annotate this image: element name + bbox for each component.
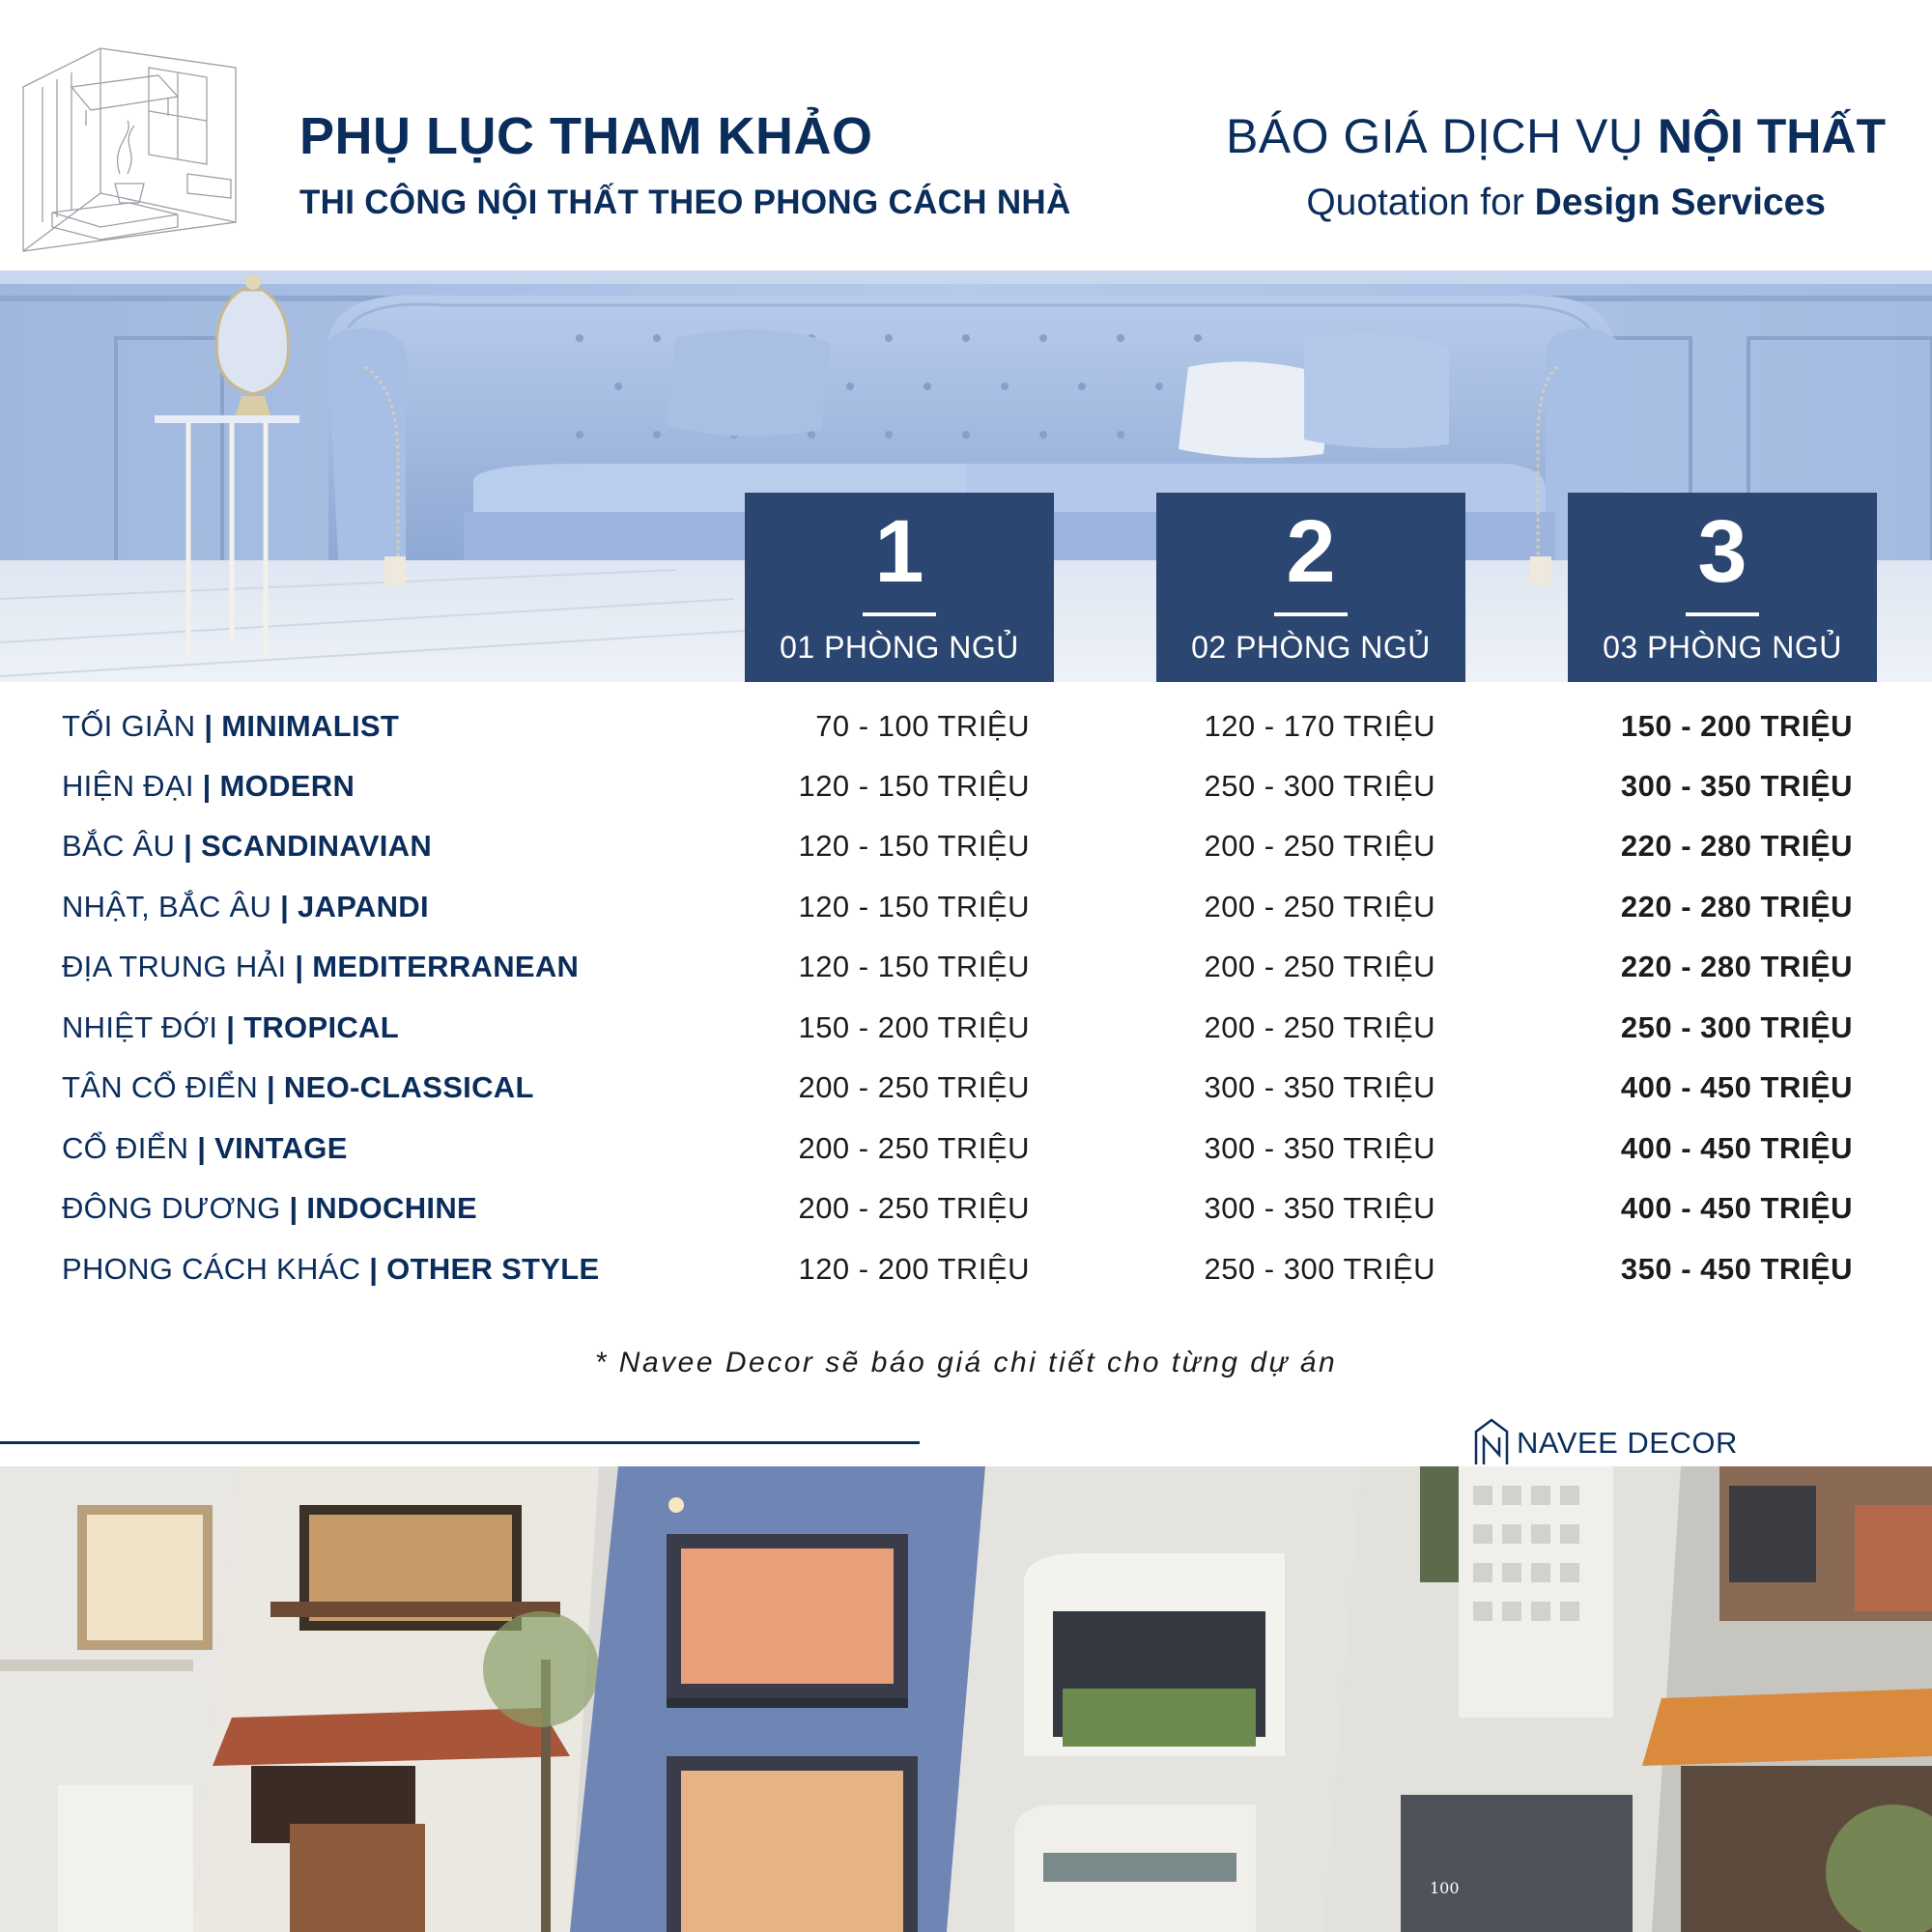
price-1-bedroom: 120 - 150 TRIỆU [798,769,1030,803]
style-name [62,1010,399,1045]
price-2-bedroom: 200 - 250 TRIỆU [1204,1010,1435,1044]
price-1-bedroom: 150 - 200 TRIỆU [798,1010,1030,1044]
style-name-en: | JAPANDI [280,890,429,923]
style-name-vn: NHIỆT ĐỚI [62,1010,227,1044]
header [0,0,1932,270]
column-label: 01 PHÒNG NGỦ [780,630,1019,665]
style-name-en: | VINTAGE [197,1131,348,1165]
style-name-vn: ĐÔNG DƯƠNG [62,1191,290,1225]
price-3-bedroom: 220 - 280 TRIỆU [1620,829,1853,863]
price-3-bedroom: 220 - 280 TRIỆU [1620,950,1853,983]
style-name [62,709,399,744]
style-name-en: | INDOCHINE [289,1191,478,1225]
price-1-bedroom: 120 - 150 TRIỆU [798,950,1030,983]
price-2-bedroom: 200 - 250 TRIỆU [1204,950,1435,983]
style-name [62,890,429,924]
column-header-1 [745,493,1054,682]
style-name-en: | MEDITERRANEAN [295,950,580,983]
interior-sketch-icon [14,29,245,261]
style-name-en: | NEO-CLASSICAL [267,1070,534,1104]
style-name-vn: TÂN CỔ ĐIỂN [62,1070,268,1104]
price-3-bedroom: 150 - 200 TRIỆU [1620,709,1853,743]
price-3-bedroom: 250 - 300 TRIỆU [1620,1010,1853,1044]
price-1-bedroom: 70 - 100 TRIỆU [815,709,1030,743]
column-divider [1686,612,1759,616]
style-name-vn: CỔ ĐIỂN [62,1131,198,1165]
style-name-vn: PHONG CÁCH KHÁC [62,1252,370,1286]
price-2-bedroom: 300 - 350 TRIỆU [1204,1191,1435,1225]
price-3-bedroom: 350 - 450 TRIỆU [1620,1252,1853,1286]
brand-name: NAVEE DECOR [1517,1426,1738,1460]
column-label: 02 PHÒNG NGỦ [1191,630,1431,665]
style-name [62,950,579,984]
table-row [0,763,1932,817]
style-name-en: | MODERN [202,769,355,803]
column-divider [863,612,936,616]
footnote: * Navee Decor sẽ báo giá chi tiết cho từng dự án [594,1347,1338,1378]
price-1-bedroom: 120 - 150 TRIỆU [798,890,1030,923]
style-name-vn: NHẬT, BẮC ÂU [62,890,281,923]
price-2-bedroom: 200 - 250 TRIỆU [1204,829,1435,863]
column-number: 3 [1697,502,1747,601]
price-2-bedroom: 200 - 250 TRIỆU [1204,890,1435,923]
style-name-vn: BẮC ÂU [62,829,185,863]
footer-divider [0,1441,920,1444]
column-number: 2 [1286,502,1336,601]
column-divider [1274,612,1348,616]
quotation-subtitle [1306,182,1826,224]
navee-logo-icon [1472,1416,1511,1466]
table-row [0,1065,1932,1119]
column-label: 03 PHÒNG NGỦ [1603,630,1842,665]
price-1-bedroom: 120 - 200 TRIỆU [798,1252,1030,1286]
price-2-bedroom: 300 - 350 TRIỆU [1204,1131,1435,1165]
table-row [0,1125,1932,1179]
quotation-subtitle-prefix: Quotation for [1306,182,1535,223]
price-1-bedroom: 200 - 250 TRIỆU [798,1191,1030,1225]
price-1-bedroom: 200 - 250 TRIỆU [798,1070,1030,1104]
style-name [62,1252,599,1287]
table-row [0,823,1932,877]
style-name [62,1191,477,1226]
style-name [62,1131,348,1166]
style-name [62,1070,534,1105]
style-name [62,829,432,864]
style-name-en: | MINIMALIST [204,709,400,743]
quotation-title [1226,108,1886,164]
column-header-3 [1568,493,1877,682]
table-row [0,944,1932,998]
price-3-bedroom: 400 - 450 TRIỆU [1620,1070,1853,1104]
style-name-vn: ĐỊA TRUNG HẢI [62,950,296,983]
price-2-bedroom: 120 - 170 TRIỆU [1204,709,1435,743]
price-2-bedroom: 250 - 300 TRIỆU [1204,769,1435,803]
column-header-2 [1156,493,1465,682]
price-1-bedroom: 200 - 250 TRIỆU [798,1131,1030,1165]
price-2-bedroom: 300 - 350 TRIỆU [1204,1070,1435,1104]
quotation-title-prefix: BÁO GIÁ DỊCH VỤ [1225,109,1658,163]
style-name-vn: HIỆN ĐẠI [62,769,203,803]
price-2-bedroom: 250 - 300 TRIỆU [1204,1252,1435,1286]
style-name-en: | SCANDINAVIAN [184,829,433,863]
style-name-en: | OTHER STYLE [369,1252,600,1286]
page-subtitle: THI CÔNG NỘI THẤT THEO PHONG CÁCH NHÀ [299,184,1071,221]
house-number: 100 [1430,1879,1460,1897]
table-row [0,884,1932,938]
style-name-en: | TROPICAL [226,1010,399,1044]
price-1-bedroom: 120 - 150 TRIỆU [798,829,1030,863]
price-3-bedroom: 300 - 350 TRIỆU [1620,769,1853,803]
table-row [0,1005,1932,1059]
price-3-bedroom: 400 - 450 TRIỆU [1620,1191,1853,1225]
price-3-bedroom: 220 - 280 TRIỆU [1620,890,1853,923]
quotation-subtitle-bold: Design Services [1534,182,1826,223]
page-title: PHỤ LỤC THAM KHẢO [299,107,873,165]
table-row [0,703,1932,757]
style-name [62,769,355,804]
house-photo-collage [0,1466,1932,1932]
table-row [0,1246,1932,1300]
table-row [0,1185,1932,1239]
price-3-bedroom: 400 - 450 TRIỆU [1620,1131,1853,1165]
column-number: 1 [874,502,924,601]
style-name-vn: TỐI GIẢN [62,709,205,743]
quotation-title-bold: NỘI THẤT [1657,109,1886,163]
